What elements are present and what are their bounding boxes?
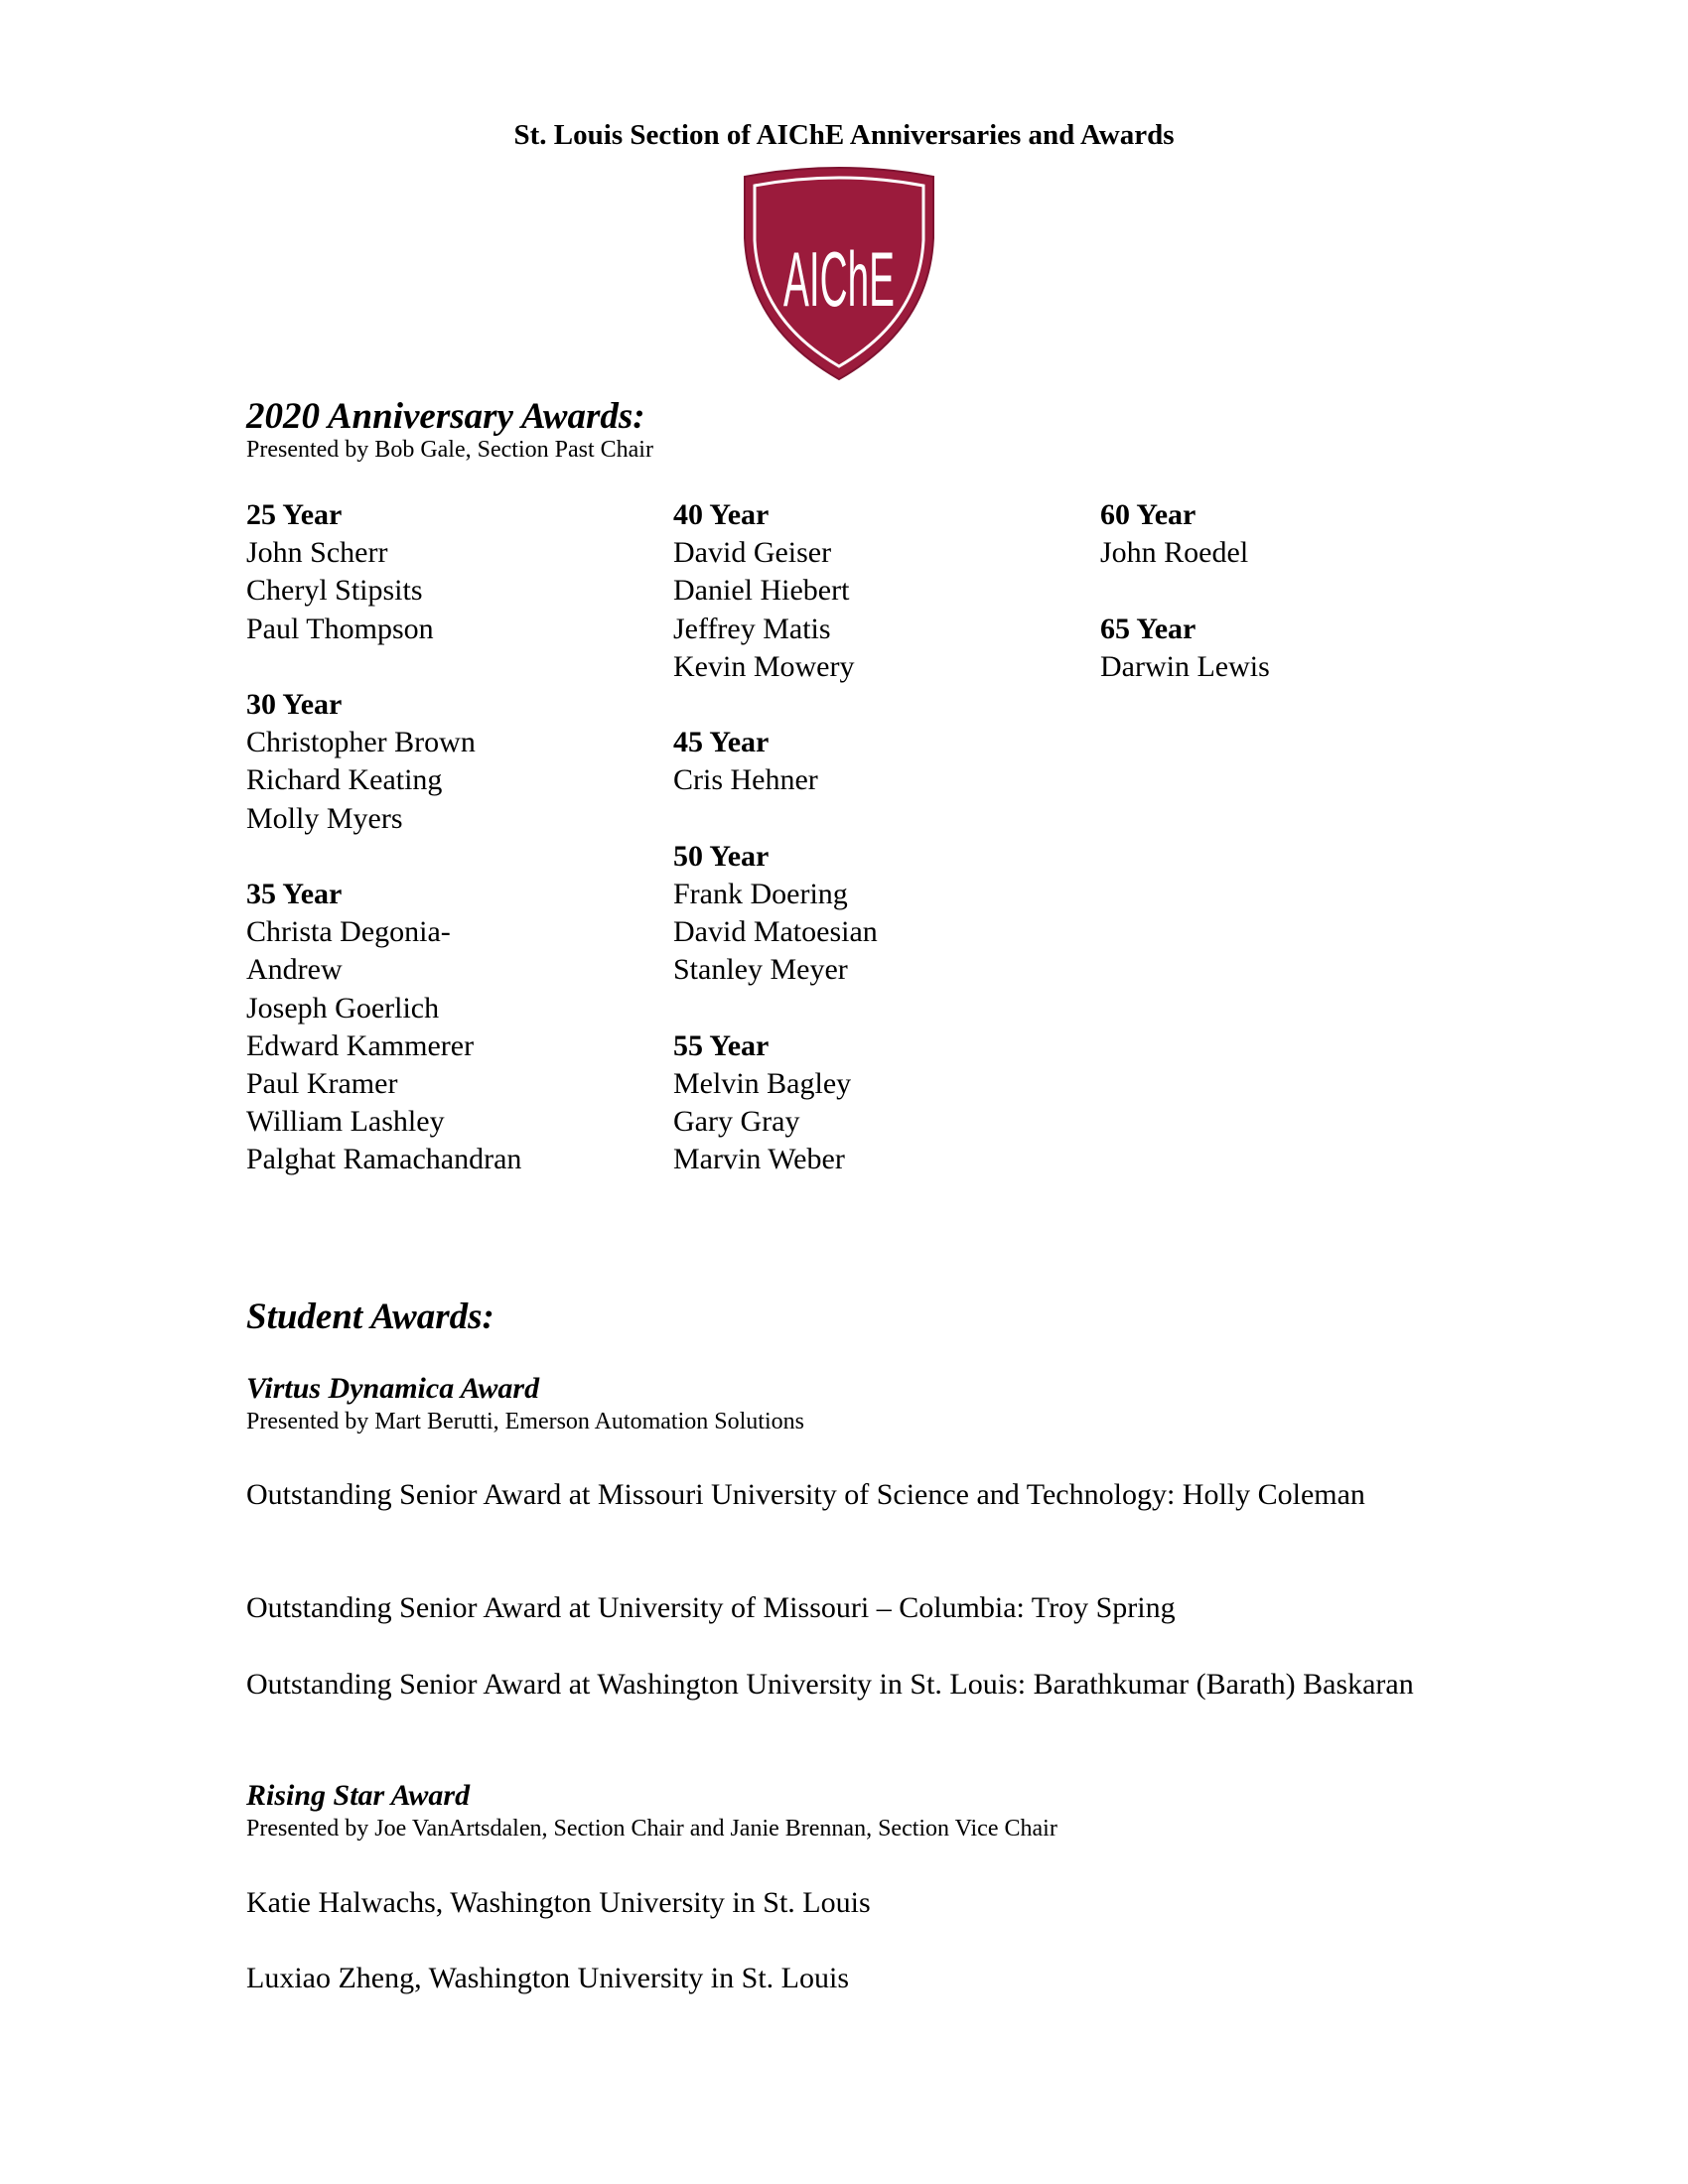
member-name: Melvin Bagley <box>673 1067 852 1100</box>
group-30-year <box>246 686 643 838</box>
group-label: 55 Year <box>673 1028 770 1062</box>
member-name: Molly Myers <box>246 801 403 835</box>
group-label: 25 Year <box>246 498 343 531</box>
group-label: 35 Year <box>246 878 343 910</box>
member-name: Marvin Weber <box>673 1143 845 1176</box>
member-name: Joseph Goerlich <box>246 991 440 1024</box>
member-name: Jeffrey Matis <box>673 612 831 645</box>
group-35-year <box>246 876 643 1179</box>
award-winner: Outstanding Senior Award at Missouri University of Science and Technology: Holly Coleman <box>246 1478 1365 1511</box>
member-name: Edward Kammerer <box>246 1028 475 1062</box>
member-name: Richard Keating <box>246 763 443 797</box>
group-label: 40 Year <box>673 498 770 531</box>
member-name: Stanley Meyer <box>673 953 848 987</box>
member-name: Palghat Ramachandran <box>246 1143 522 1176</box>
rising-star-presenter: Presented by Joe VanArtsdalen, Section Chair and Janie Brennan, Section Vice Chair <box>246 1816 1057 1842</box>
student-awards-heading: Student Awards: <box>246 1297 494 1337</box>
virtus-dynamica-presenter: Presented by Mart Berutti, Emerson Automation Solutions <box>246 1409 804 1434</box>
member-name: David Geiser <box>673 536 832 570</box>
member-name: Darwin Lewis <box>1100 649 1270 683</box>
anniversary-column-1 <box>246 496 643 1217</box>
member-name: John Scherr <box>246 536 388 570</box>
group-45-year <box>673 724 1070 799</box>
page-title: St. Louis Section of AIChE Anniversaries and Awards <box>513 119 1175 151</box>
member-name: Christopher Brown <box>246 726 476 759</box>
group-label: 45 Year <box>673 726 770 759</box>
anniversary-column-3 <box>1100 496 1497 724</box>
logo-text: AIChE <box>783 235 895 323</box>
group-25-year <box>246 496 643 648</box>
member-name: Daniel Hiebert <box>673 574 850 608</box>
award-winner: Luxiao Zheng, Washington University in St. Louis <box>246 1962 849 1994</box>
group-65-year <box>1100 611 1497 686</box>
member-name: Cheryl Stipsits <box>246 574 423 608</box>
member-name: William Lashley <box>246 1105 445 1139</box>
group-label: 65 Year <box>1100 612 1196 645</box>
group-55-year <box>673 1027 1070 1179</box>
member-name: Christa Degonia- <box>246 915 451 949</box>
anniversary-column-2 <box>673 496 1070 1217</box>
member-name: Gary Gray <box>673 1105 800 1139</box>
rising-star-title: Rising Star Award <box>246 1779 471 1812</box>
member-name: Andrew <box>246 953 343 987</box>
member-name: John Roedel <box>1100 536 1249 570</box>
virtus-dynamica-title: Virtus Dynamica Award <box>246 1372 540 1405</box>
group-40-year <box>673 496 1070 686</box>
anniversary-presenter: Presented by Bob Gale, Section Past Chair <box>246 437 653 463</box>
group-label: 50 Year <box>673 839 770 873</box>
member-name: Frank Doering <box>673 878 848 910</box>
group-50-year <box>673 838 1070 990</box>
award-winner: Katie Halwachs, Washington University in St. Louis <box>246 1886 871 1919</box>
group-60-year <box>1100 496 1497 572</box>
award-winner: Outstanding Senior Award at Washington University in St. Louis: Barathkumar (Barath) Baskaran <box>246 1668 1414 1701</box>
member-name: Paul Kramer <box>246 1067 398 1101</box>
member-name: Kevin Mowery <box>673 649 855 683</box>
award-winner: Outstanding Senior Award at University of Missouri – Columbia: Troy Spring <box>246 1591 1176 1624</box>
member-name: David Matoesian <box>673 915 878 949</box>
group-label: 60 Year <box>1100 498 1196 531</box>
member-name: Paul Thompson <box>246 612 434 645</box>
anniversary-heading: 2020 Anniversary Awards: <box>246 396 645 437</box>
member-name: Cris Hehner <box>673 763 818 797</box>
group-label: 30 Year <box>246 688 343 721</box>
aiche-logo <box>741 169 937 382</box>
